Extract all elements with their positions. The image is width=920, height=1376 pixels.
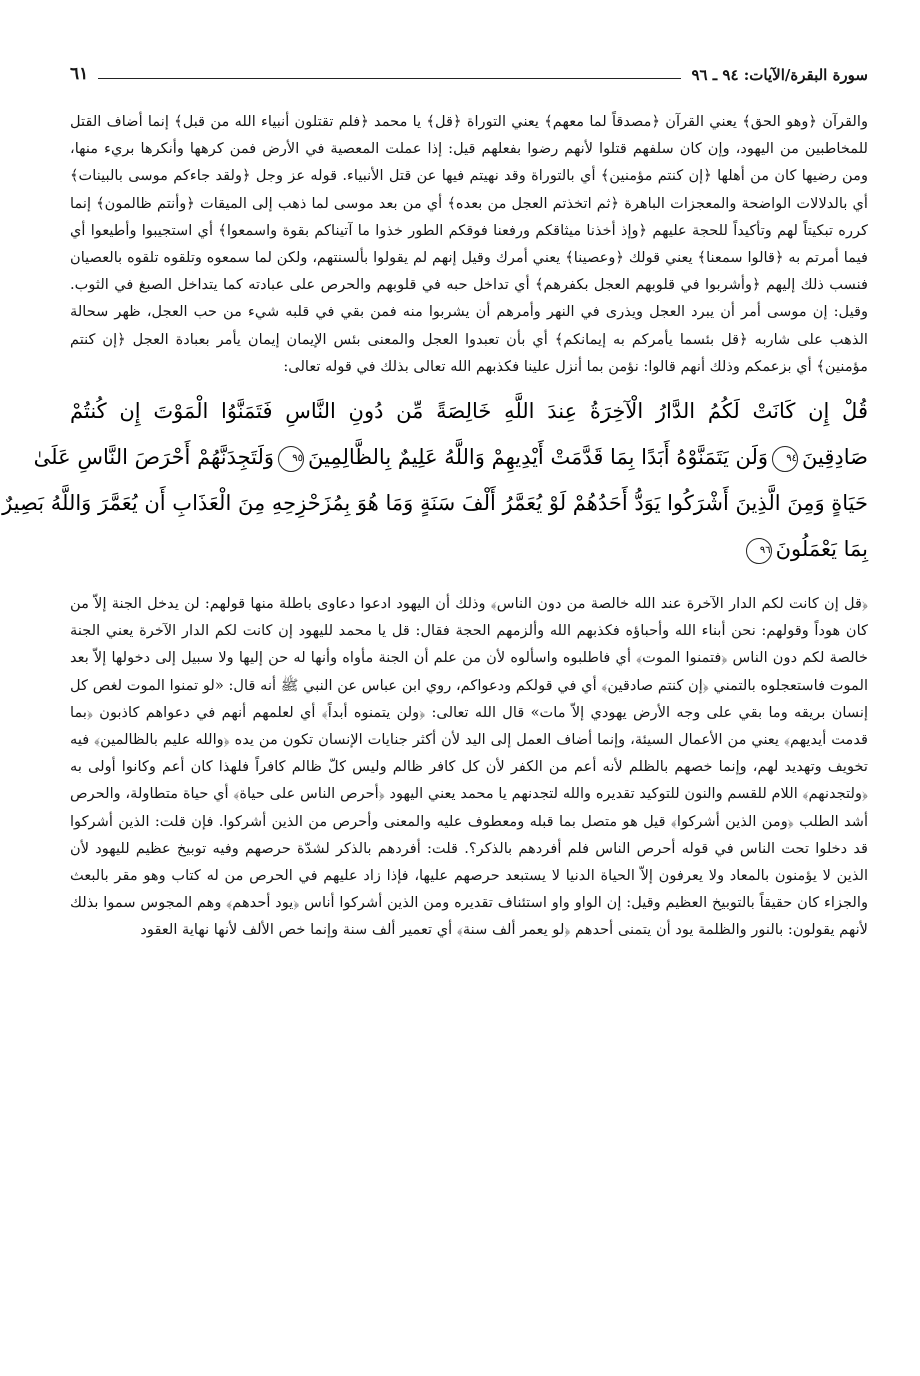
quran-line-4-text: بِمَا يَعْمَلُونَ xyxy=(775,537,868,562)
page-number: ٦١ xyxy=(70,64,89,84)
ayah-marker-96: ٩٦ xyxy=(746,538,772,564)
page-header xyxy=(70,58,868,84)
quran-line-4 xyxy=(70,526,868,572)
quran-line-2 xyxy=(33,434,868,480)
header-rule xyxy=(98,78,681,79)
surah-title: سورة البقرة/الآيات: ٩٤ ـ ٩٦ xyxy=(691,66,868,84)
quran-line-1: قُلْ إِن كَانَتْ لَكُمُ الدَّارُ الْآخِرَةُ عِندَ اللَّهِ خَالِصَةً مِّن دُونِ النَّاسِ فَتَمَنَّوُا الْمَوْتَ إِن كُنتُمْ xyxy=(70,399,868,424)
quran-line-2-middle: وَلَن يَتَمَنَّوْهُ أَبَدًا بِمَا قَدَّمَتْ أَيْدِيهِمْ وَاللَّهُ عَلِيمٌ بِالظَّالِمِينَ xyxy=(308,445,769,470)
quran-line-2-end: وَلَتَجِدَنَّهُمْ أَحْرَصَ النَّاسِ عَلَىٰ xyxy=(33,445,275,470)
commentary-paragraph-1: والقرآن ﴿وهو الحق﴾ يعني القرآن ﴿مصدقاً لما معهم﴾ يعني التوراة ﴿قل﴾ يا محمد ﴿فلم تقتلون أنبياء الله من قبل﴾ إنما أضاف القتل للمخاطبين من اليهود، وإن كان سلفهم قتلوا لأنهم رضوا بفعلهم قيل: إذا عملت المعصية في الأرض فمن كرهها وأنكرها بريء منها، ومن رضيها كان من أهلها ﴿إن كنتم مؤمنين﴾ أي بالتوراة وقد نهيتم فيها عن قتل الأنبياء. قوله عز وجل ﴿ولقد جاءكم موسى بالبينات﴾ أي بالدلالات الواضحة والمعجزات الباهرة ﴿ثم اتخذتم العجل من بعده﴾ أي من بعد موسى لما ذهب إلى الميقات ﴿وأنتم ظالمون﴾ إنما كرره تبكيتاً لهم وتأكيداً للحجة عليهم ﴿وإذ أخذنا ميثاقكم ورفعنا فوقكم الطور خذوا ما آتيناكم بقوة واسمعوا﴾ أي استجيبوا وأطيعوا أي فيما أمرتم به ﴿قالوا سمعنا﴾ يعني قولك ﴿وعصينا﴾ يعني أمرك وقيل إنهم لم يقولوا بألسنتهم، ولكن لما سمعوه وتلقوه تلقوه بالعصيان فنسب ذلك إليهم ﴿وأشربوا في قلوبهم العجل بكفرهم﴾ أي تداخل حبه في قلوبهم والحرص على عبادته كما يتداخل الصبغ في الثوب. وقيل: إن موسى أمر أن يبرد العجل ويذرى في النهر وأمرهم أن يشربوا منه فمن بقي في قلبه شيء من حب العجل، ظهر سحالة الذهب على شاربه ﴿قل بئسما يأمركم به إيمانكم﴾ أي بأن تعبدوا العجل والمعنى بئس الإيمان إيمان يأمر بعبادة العجل ﴿إن كنتم مؤمنين﴾ أي بزعمكم وذلك أنهم قالوا: نؤمن بما أنزل علينا فكذبهم الله تعالى بذلك في قوله تعالى: xyxy=(70,113,868,375)
commentary-paragraph-2: ﴿قل إن كانت لكم الدار الآخرة عند الله خالصة من دون الناس﴾ وذلك أن اليهود ادعوا دعاوى باطلة منها قولهم: لن يدخل الجنة إلاّ من كان هوداً وقولهم: نحن أبناء الله وأحباؤه فكذبهم الله وألزمهم الحجة فقال: قل يا محمد لليهود إن كانت لكم الدار الآخرة يعني الجنة خالصة لكم دون الناس ﴿فتمنوا الموت﴾ أي فاطلبوه واسألوه لأن من علم أن الجنة مأواه وأنها له حن إليها ولا سبيل إلى دخولها إلاّ بعد الموت فاستعجلوه بالتمني ﴿إن كنتم صادقين﴾ أي في قولكم ودعواكم، روي ابن عباس عن النبي ﷺ أنه قال: «لو تمنوا الموت لغص كل إنسان بريقه وما بقي على وجه الأرض يهودي إلاّ مات» قال الله تعالى: ﴿ولن يتمنوه أبداً﴾ أي لعلمهم أنهم في دعواهم كاذبون ﴿بما قدمت أيديهم﴾ يعني من الأعمال السيئة، وإنما أضاف العمل إلى اليد لأن أكثر جنايات الإنسان تكون من يده ﴿والله عليم بالظالمين﴾ فيه تخويف وتهديد لهم، وإنما خصهم بالظلم لأنه أعم من الكفر لأن كل كافر ظالم وليس كلّ ظالم كافراً فلهذا كان أعم وكانوا أولى به ﴿ولتجدنهم﴾ اللام للقسم والنون للتوكيد تقديره والله لتجدنهم يا محمد يعني اليهود ﴿أحرص الناس على حياة﴾ أي حياة متطاولة، والحرص أشد الطلب ﴿ومن الذين أشركوا﴾ قيل هو متصل بما قبله ومعطوف عليه والمعنى وأحرص من الذين أشركوا. فإن قلت: الذين أشركوا قد دخلوا تحت الناس في قوله أحرص الناس فلم أفردهم بالذكر؟. قلت: أفردهم بالذكر لشدّة حرصهم وفيه توبيخ عظيم لليهود لأن الذين لا يؤمنون بالمعاد ولا يعرفون إلاّ الحياة الدنيا لا يستبعد حرصهم عليها، فإذا زاد عليهم في الحرص من له كتاب وهو مقر بالبعث والجزاء كان حقيقاً بالتوبيخ العظيم وقيل: إن الواو واو استئناف تقديره ومن الذين أشركوا أناس ﴿يود أحدهم﴾ وهم المجوس سموا بذلك لأنهم يقولون: بالنور والظلمة يود أن يتمنى أحدهم ﴿لو يعمر ألف سنة﴾ أي تعمير ألف سنة وإنما خص الألف لأنها نهاية العقود xyxy=(70,595,868,939)
quran-verses-block xyxy=(2,388,868,572)
quran-line-2-start: صَادِقِينَ xyxy=(802,445,868,470)
section-gap xyxy=(70,572,868,590)
ayah-marker-94: ٩٤ xyxy=(772,446,798,472)
quran-line-3: حَيَاةٍ وَمِنَ الَّذِينَ أَشْرَكُوا يَوَدُّ أَحَدُهُمْ لَوْ يُعَمَّرُ أَلْفَ سَنَةٍ وَمَا هُوَ بِمُزَحْزِحِهِ مِنَ الْعَذَابِ أَن يُعَمَّرَ وَاللَّهُ بَصِيرٌ xyxy=(2,491,868,516)
book-page xyxy=(2,58,868,944)
ayah-marker-95: ٩٥ xyxy=(278,446,304,472)
